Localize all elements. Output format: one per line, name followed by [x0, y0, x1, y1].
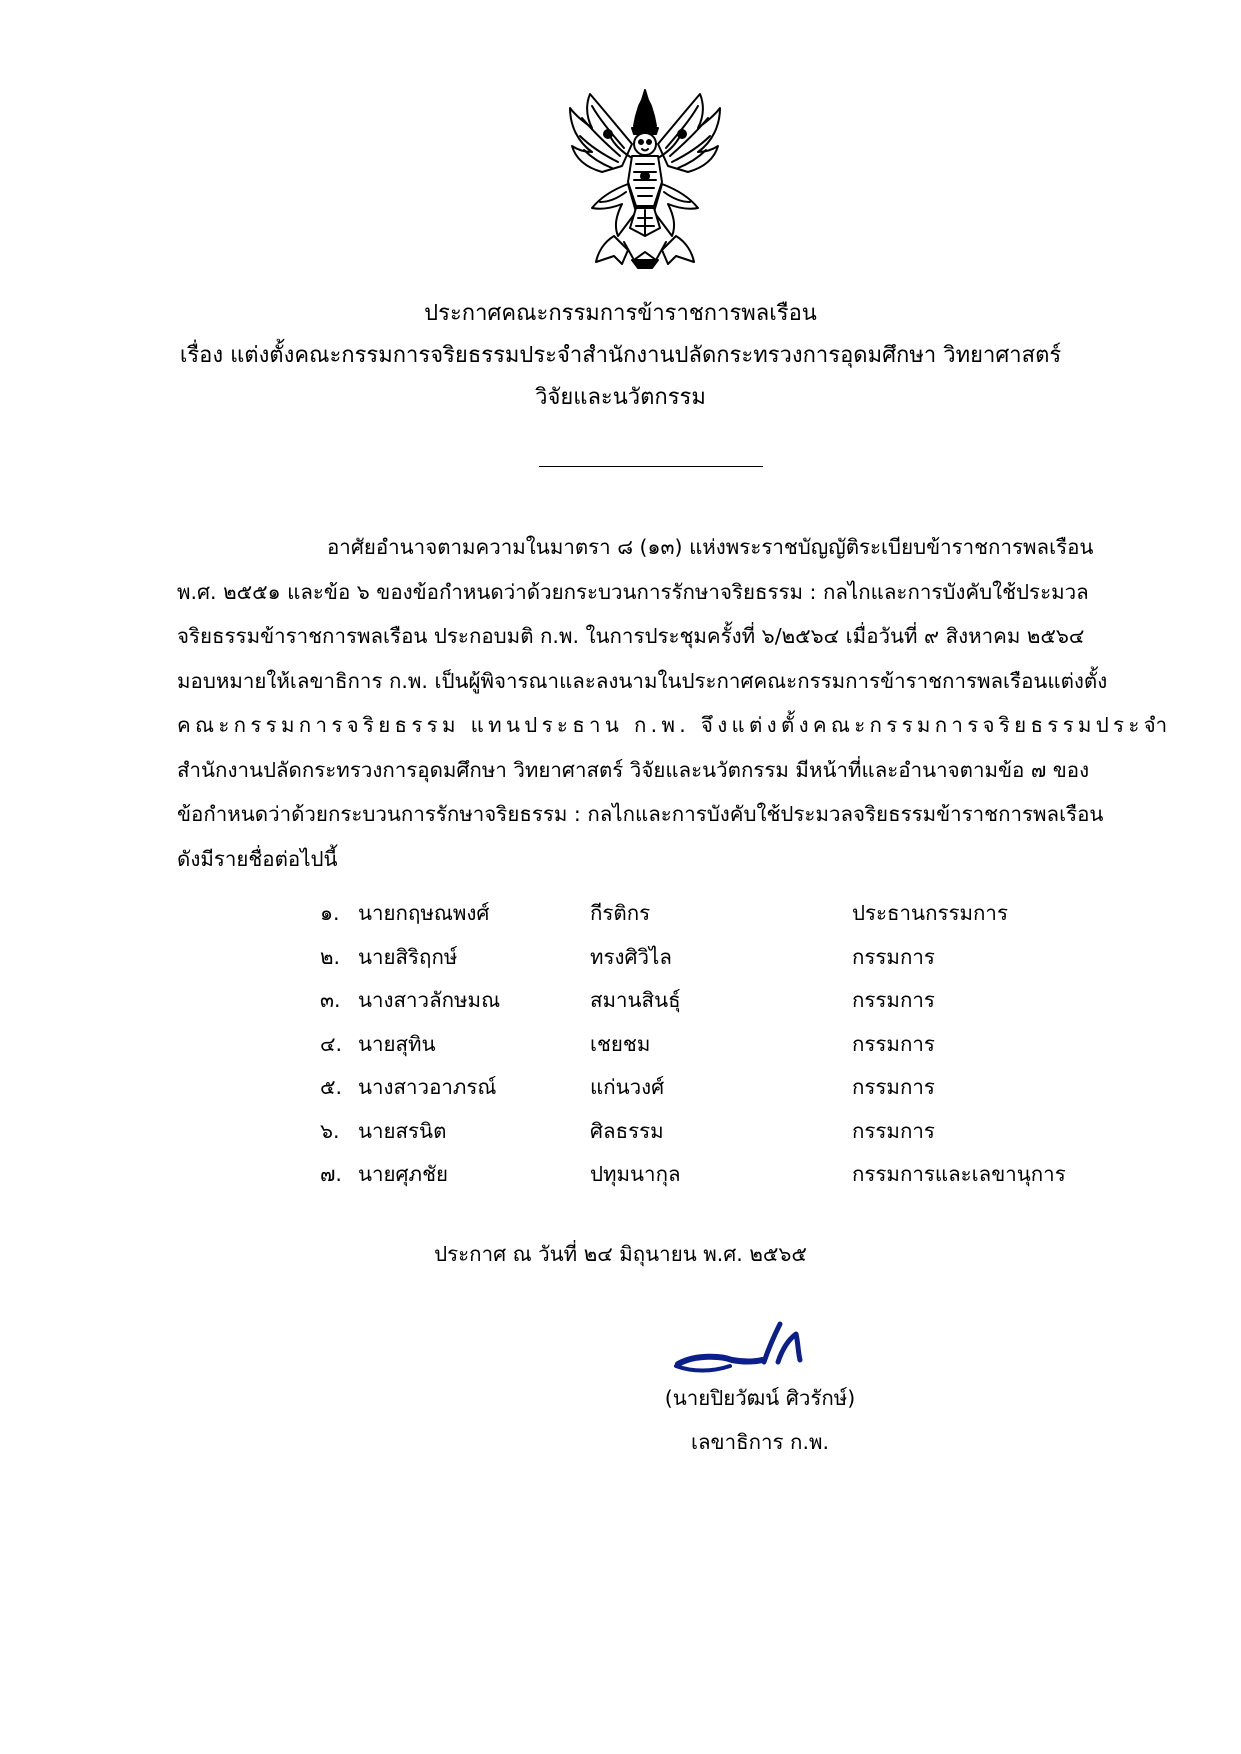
member-last-name: ปทุมนากุล: [590, 1162, 681, 1186]
member-first-name: นายสุทิน: [358, 1031, 436, 1056]
member-row: [320, 1023, 1120, 1067]
signature-icon: [672, 1316, 832, 1380]
member-last-name: เชยชม: [590, 1031, 651, 1056]
committee-member-list: [320, 892, 1120, 1197]
member-role: ประธานกรรมการ: [852, 901, 1008, 925]
announcement-title-block: [0, 293, 1241, 419]
body-line: จริยธรรมข้าราชการพลเรือน ประกอบมติ ก.พ. ในการประชุมครั้งที่ ๖/๒๕๖๔ เมื่อวันที่ ๙ สิงหาคม ๒๕๖๔: [177, 624, 1085, 648]
signer-position: เลขาธิการ ก.พ.: [690, 1430, 829, 1454]
signer-name: (นายปิยวัฒน์ ศิวรักษ์): [664, 1386, 856, 1410]
member-number: ๕.: [320, 1075, 343, 1099]
member-first-name: นายสิริฤกษ์: [358, 944, 458, 969]
member-last-name: แก่นวงศ์: [590, 1075, 665, 1099]
announcement-body: [177, 525, 1172, 881]
member-number: ๗.: [320, 1162, 342, 1186]
member-first-name: นายศุภชัย: [358, 1162, 448, 1186]
member-first-name: นางสาวอาภรณ์: [358, 1075, 497, 1099]
member-last-name: ทรงศิวิไล: [590, 944, 672, 969]
body-line: คณะกรรมการจริยธรรม แทนประธาน ก.พ. จึงแต่งตั้งคณะกรรมการจริยธรรมประจำ: [177, 713, 1172, 737]
member-number: ๒.: [320, 944, 341, 969]
member-number: ๑.: [320, 901, 340, 925]
member-role: กรรมการ: [852, 944, 935, 969]
member-row: [320, 892, 1120, 936]
member-number: ๓.: [320, 988, 341, 1012]
member-last-name: กีรติกร: [590, 901, 651, 925]
signer-block: [600, 1376, 920, 1464]
body-line: ดังมีรายชื่อต่อไปนี้: [177, 846, 338, 871]
member-row: [320, 936, 1120, 980]
body-line: อาศัยอำนาจตามความในมาตรา ๘ (๑๓) แห่งพระราชบัญญัติระเบียบข้าราชการพลเรือน: [327, 535, 1094, 559]
member-last-name: ศิลธรรม: [590, 1118, 664, 1143]
member-role: กรรมการ: [852, 1075, 935, 1099]
member-first-name: นายสรนิต: [358, 1118, 447, 1143]
member-row: [320, 1110, 1120, 1154]
member-number: ๖.: [320, 1118, 340, 1143]
member-role: กรรมการ: [852, 988, 935, 1012]
member-role: กรรมการ: [852, 1118, 935, 1143]
member-first-name: นายกฤษณพงศ์: [358, 901, 490, 925]
body-line: มอบหมายให้เลขาธิการ ก.พ. เป็นผู้พิจารณาและลงนามในประกาศคณะกรรมการข้าราชการพลเรือนแต่งตั้ง: [177, 668, 1108, 693]
member-row: [320, 1153, 1120, 1197]
subject-line-1: เรื่อง แต่งตั้งคณะกรรมการจริยธรรมประจำสำนักงานปลัดกระทรวงการอุดมศึกษา วิทยาศาสตร์: [179, 343, 1062, 368]
member-first-name: นางสาวลักษมณ: [358, 988, 501, 1012]
member-role: กรรมการและเลขานุการ: [852, 1162, 1066, 1186]
garuda-emblem-icon: [562, 86, 728, 272]
member-number: ๔.: [320, 1031, 343, 1056]
title-divider: [539, 466, 763, 467]
body-line: สำนักงานปลัดกระทรวงการอุดมศึกษา วิทยาศาสตร์ วิจัยและนวัตกรรม มีหน้าที่และอำนาจตามข้อ ๗ ของ: [177, 757, 1090, 782]
member-last-name: สมานสินธุ์: [590, 988, 681, 1012]
member-row: [320, 979, 1120, 1023]
announcement-date: ประกาศ ณ วันที่ ๒๔ มิถุนายน พ.ศ. ๒๕๖๕: [434, 1242, 807, 1266]
member-role: กรรมการ: [852, 1031, 935, 1056]
document-title: ประกาศคณะกรรมการข้าราชการพลเรือน: [424, 301, 817, 326]
body-line: ข้อกำหนดว่าด้วยกระบวนการรักษาจริยธรรม : กลไกและการบังคับใช้ประมวลจริยธรรมข้าราชการพลเรือน: [177, 802, 1104, 826]
body-line: พ.ศ. ๒๕๕๑ และข้อ ๖ ของข้อกำหนดว่าด้วยกระบวนการรักษาจริยธรรม : กลไกและการบังคับใช้ประมวล: [177, 579, 1089, 604]
member-row: [320, 1066, 1120, 1110]
subject-line-2: วิจัยและนวัตกรรม: [535, 385, 706, 410]
